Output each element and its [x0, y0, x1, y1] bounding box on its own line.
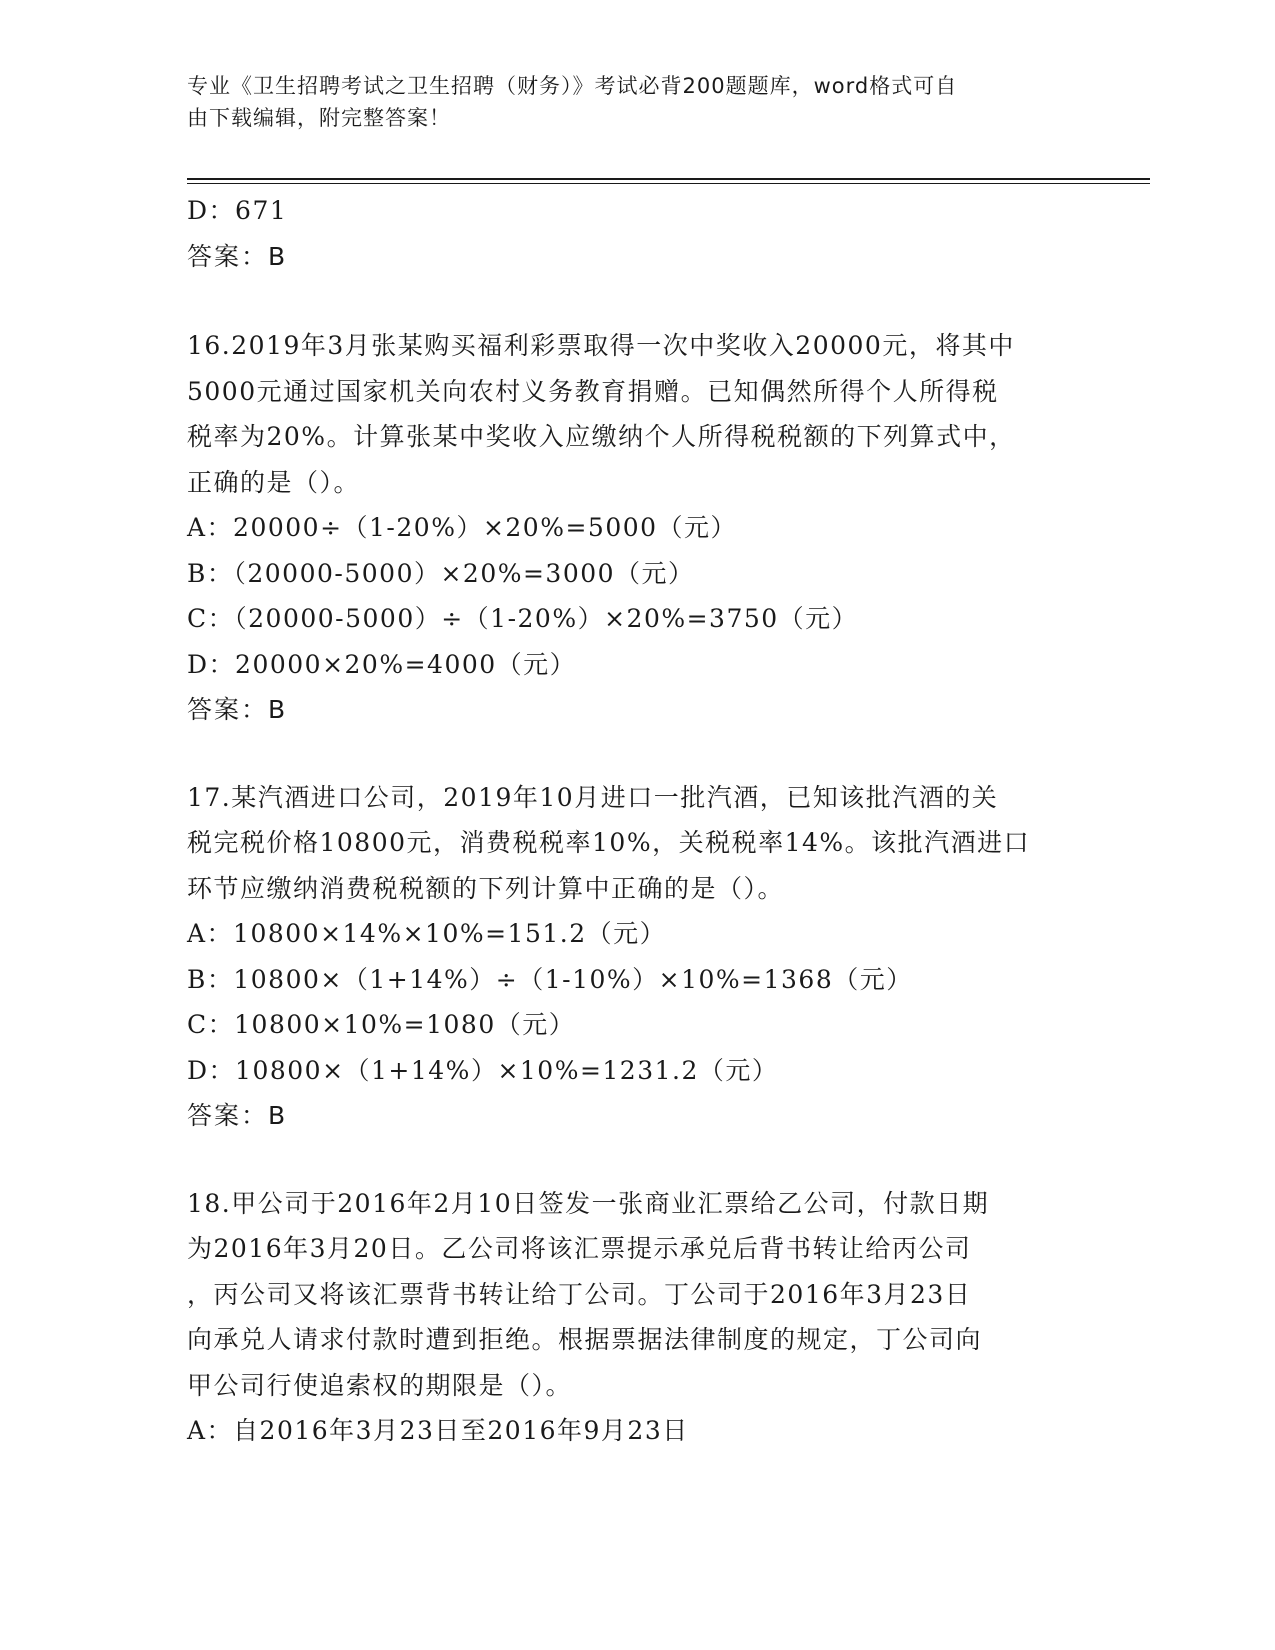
option-d: D：20000×20%=4000（元）	[187, 649, 577, 679]
header-rule-thin	[187, 183, 1150, 184]
question-text-line: 税率为20%。计算张某中奖收入应缴纳个人所得税税额的下列算式中，	[187, 422, 1016, 451]
question-text-line: 正确的是（）。	[187, 467, 361, 497]
header-line-1: 专业《卫生招聘考试之卫生招聘（财务）》考试必背200题题库，word格式可自	[187, 74, 958, 98]
option-a: A：10800×14%×10%=151.2（元）	[187, 919, 667, 948]
question-18	[187, 1181, 1087, 1454]
question-text-line: 向承兑人请求付款时遭到拒绝。根据票据法律制度的规定，丁公司向	[187, 1325, 983, 1354]
question-text-line: 17.某汽酒进口公司，2019年10月进口一批汽酒，已知该批汽酒的关	[187, 782, 999, 812]
question-text-line: 甲公司行使追索权的期限是（）。	[187, 1370, 573, 1400]
question-text-line: 为2016年3月20日。乙公司将该汇票提示承兑后背书转让给丙公司	[187, 1234, 972, 1263]
prev-question-tail	[187, 188, 1087, 279]
spacer	[187, 279, 1087, 323]
option-d: D：10800×（1+14%）×10%=1231.2（元）	[187, 1055, 779, 1085]
option-b: B：（20000-5000）×20%=3000（元）	[187, 558, 695, 588]
question-text-line: ，丙公司又将该汇票背书转让给丁公司。丁公司于2016年3月23日	[187, 1279, 972, 1309]
spacer	[187, 733, 1087, 775]
header-line-2: 由下载编辑，附完整答案！	[187, 106, 451, 130]
question-16	[187, 323, 1087, 733]
option-d: D：671	[187, 196, 288, 225]
answer-line: 答案：B	[187, 241, 288, 271]
question-text-line: 5000元通过国家机关向农村义务教育捐赠。已知偶然所得个人所得税	[187, 376, 999, 406]
document-body	[187, 188, 1087, 1454]
question-text-line: 16.2019年3月张某购买福利彩票取得一次中奖收入20000元，将其中	[187, 331, 1015, 360]
question-text-line: 18.甲公司于2016年2月10日签发一张商业汇票给乙公司，付款日期	[187, 1188, 990, 1218]
option-b: B：10800×（1+14%）÷（1-10%）×10%=1368（元）	[187, 964, 913, 994]
option-c: C：10800×10%=1080（元）	[187, 1010, 576, 1039]
spacer	[187, 1139, 1087, 1181]
option-c: C：（20000-5000）÷（1-20%）×20%=3750（元）	[187, 604, 859, 633]
question-text-line: 环节应缴纳消费税税额的下列计算中正确的是（）。	[187, 873, 785, 903]
answer-line: 答案：B	[187, 695, 288, 724]
answer-line: 答案：B	[187, 1101, 288, 1130]
document-header	[187, 70, 1067, 134]
header-rule-thick	[187, 178, 1150, 180]
option-a: A：自2016年3月23日至2016年9月23日	[187, 1416, 689, 1445]
option-a: A：20000÷（1-20%）×20%=5000（元）	[187, 513, 738, 542]
question-text-line: 税完税价格10800元，消费税税率10%，关税税率14%。该批汽酒进口	[187, 828, 1031, 857]
question-17	[187, 775, 1087, 1139]
